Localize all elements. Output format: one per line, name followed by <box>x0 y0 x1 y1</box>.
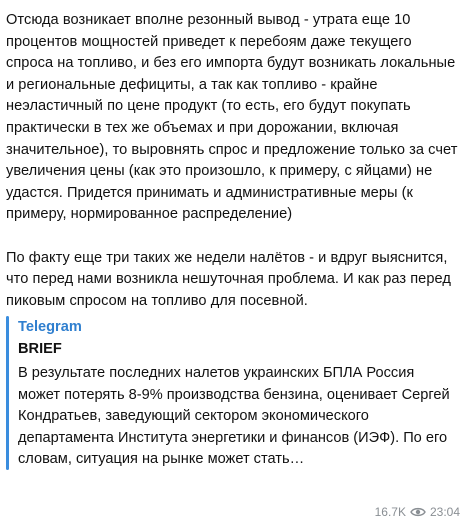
message-paragraph: По факту еще три таких же недели налётов - и вдруг выяснится, что перед нами возникла нешуточная проблема. И как раз перед пиковым спросом на топливо для посевной. <box>6 249 451 309</box>
link-preview-body <box>9 316 458 470</box>
eye-icon <box>410 506 426 518</box>
link-preview-title[interactable]: BRIEF <box>18 341 62 358</box>
link-preview-site-name[interactable]: Telegram <box>18 319 82 336</box>
link-preview[interactable] <box>6 316 458 470</box>
message-paragraph: Отсюда возникает вполне резонный вывод - утрата еще 10 процентов мощностей приведет к перебоям даже текущего спроса на топливо, и без его импорта будут возникать локальные и региональные дефициты, а так как топливо - крайне неэластичный по цене продукт (то есть, его будут покупать практически в тех же объемах и при дорожании, включая значительное), то выровнять спрос и предложение только за счет увеличения цены (как это произошло, к примеру, с яйцами) не удастся. Придется принимать и административные меры (к примеру, нормированное распределение) <box>6 12 458 223</box>
view-count: 16.7K <box>374 506 406 518</box>
link-preview-description: В результате последних налетов украинских БПЛА Россия может потерять 8-9% производства бензина, оценивает Сергей Кондратьев, заведующий сектором экономического департамента Института энергетики и финансов (ИЭФ). По его словам, ситуация на рынке может стать… <box>18 365 450 467</box>
message-time: 23:04 <box>429 506 460 518</box>
message-meta <box>375 506 460 518</box>
